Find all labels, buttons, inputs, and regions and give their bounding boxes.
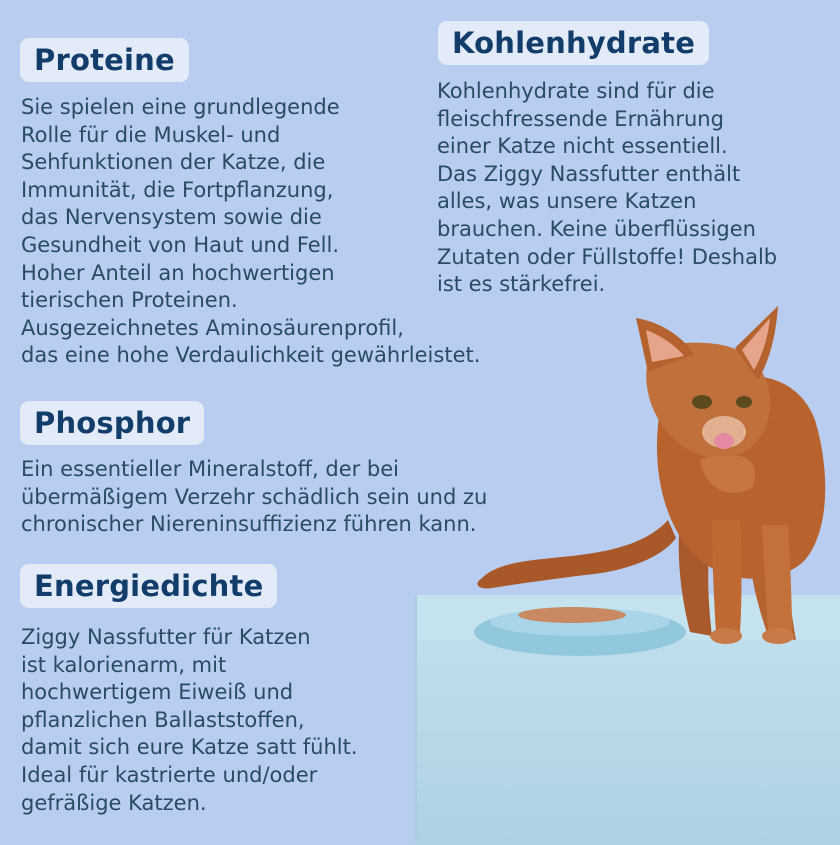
- wet-food: [518, 607, 626, 623]
- cat-tail: [477, 520, 676, 588]
- section-heading-energiedichte: Energiedichte: [20, 564, 277, 608]
- section-text-proteine: Sie spielen eine grundlegende Rolle für die Muskel- und Sehfunktionen der Katze, die Immunität, die Fortpflanzung, das Nervensystem sowie die Gesundheit von Haut und Fell. Hoher Anteil an hochwertigen tierischen Proteinen. Ausgezeichnetes Aminosäurenprofil, das eine hohe Verdaulichkeit gewährleistet.: [21, 95, 481, 368]
- section-heading-kohlenhydrate: Kohlenhydrate: [438, 21, 709, 65]
- section-text-energiedichte: Ziggy Nassfutter für Katzen ist kalorienarm, mit hochwertigem Eiweiß und pflanzlichen Ballaststoffen, damit sich eure Katze satt fühlt. Ideal für kastrierte und/oder gefräßige Katzen.: [21, 625, 358, 815]
- cat-tongue: [714, 433, 734, 449]
- section-text-phosphor: Ein essentieller Mineralstoff, der bei übermäßigem Verzehr schädlich sein und zu chronischer Niereninsuffizienz führen kann.: [21, 457, 488, 537]
- cat-eye-right: [736, 396, 752, 408]
- section-heading-phosphor: Phosphor: [20, 401, 204, 445]
- cat-eye-left: [692, 395, 712, 409]
- cat-paw-right: [762, 628, 794, 644]
- section-heading-proteine: Proteine: [20, 38, 189, 82]
- cat-paw-left: [710, 628, 742, 644]
- section-text-kohlenhydrate: Kohlenhydrate sind für die fleischfressende Ernährung einer Katze nicht essentiell. Das Ziggy Nassfutter enthält alles, was unsere Katzen brauchen. Keine überflüssigen Zutaten oder Füllstoffe! Deshalb ist es stärkefrei.: [437, 79, 778, 297]
- cat-front-leg-left: [712, 520, 742, 640]
